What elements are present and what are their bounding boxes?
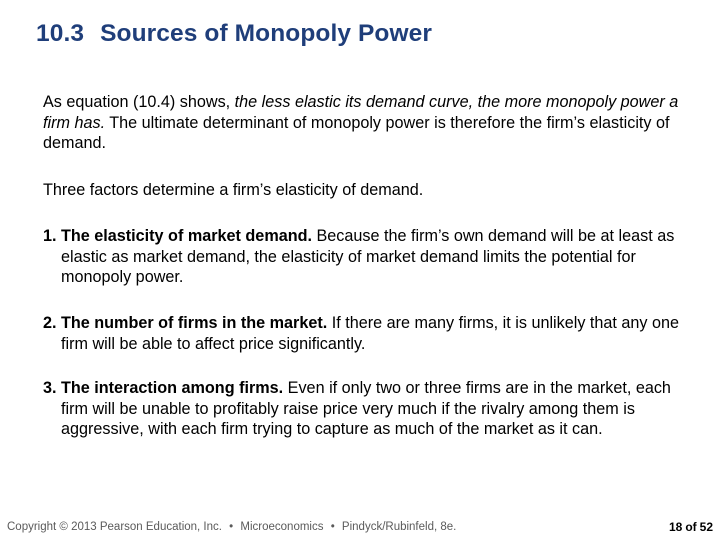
footer-authors: Pindyck/Rubinfeld, 8e. [341, 521, 457, 533]
footer [7, 521, 456, 533]
factor-3-lead: 3. The interaction among firms. [43, 379, 284, 397]
factor-item-3 [43, 378, 701, 440]
three-factors-paragraph: Three factors determine a firm’s elasticity of demand. [43, 181, 424, 199]
factor-1-body: Because the firm’s own demand will be at least as elastic as market demand, the elasticity of market demand limits the potential for monopoly power. [61, 227, 675, 286]
footer-separator-2: • [330, 521, 335, 533]
intro-emphasis: the less elastic its demand curve, the more monopoly power a firm has. [43, 93, 679, 132]
footer-copyright: Copyright © 2013 Pearson Education, Inc. [7, 521, 222, 533]
factor-2-body: If there are many firms, it is unlikely that any one firm will be able to affect price significantly. [61, 314, 680, 353]
section-title: Sources of Monopoly Power [100, 20, 433, 47]
page-current: 18 [668, 520, 683, 534]
factor-2-lead: 2. The number of firms in the market. [43, 314, 328, 332]
page-title [36, 20, 432, 48]
page-of: of [685, 520, 697, 534]
footer-separator-1: • [229, 521, 234, 533]
page-indicator [669, 520, 713, 534]
section-number: 10.3 [36, 20, 85, 47]
intro-text-b: The ultimate determinant of monopoly power is therefore the firm’s elasticity of demand. [43, 113, 670, 152]
intro-text-a: As equation (10.4) shows, [43, 93, 235, 111]
factor-3-body: Even if only two or three firms are in the market, each firm will be unable to profitably raise price very much if the rivalry among them is aggressive, with each firm trying to capture as much of the market as it can. [61, 379, 671, 438]
factor-item-1 [43, 226, 701, 288]
factor-1-lead: 1. The elasticity of market demand. [43, 227, 312, 245]
factor-item-2 [43, 313, 701, 354]
intro-paragraph [43, 92, 683, 154]
footer-course: Microeconomics [240, 521, 324, 533]
page-total: 52 [699, 520, 713, 534]
